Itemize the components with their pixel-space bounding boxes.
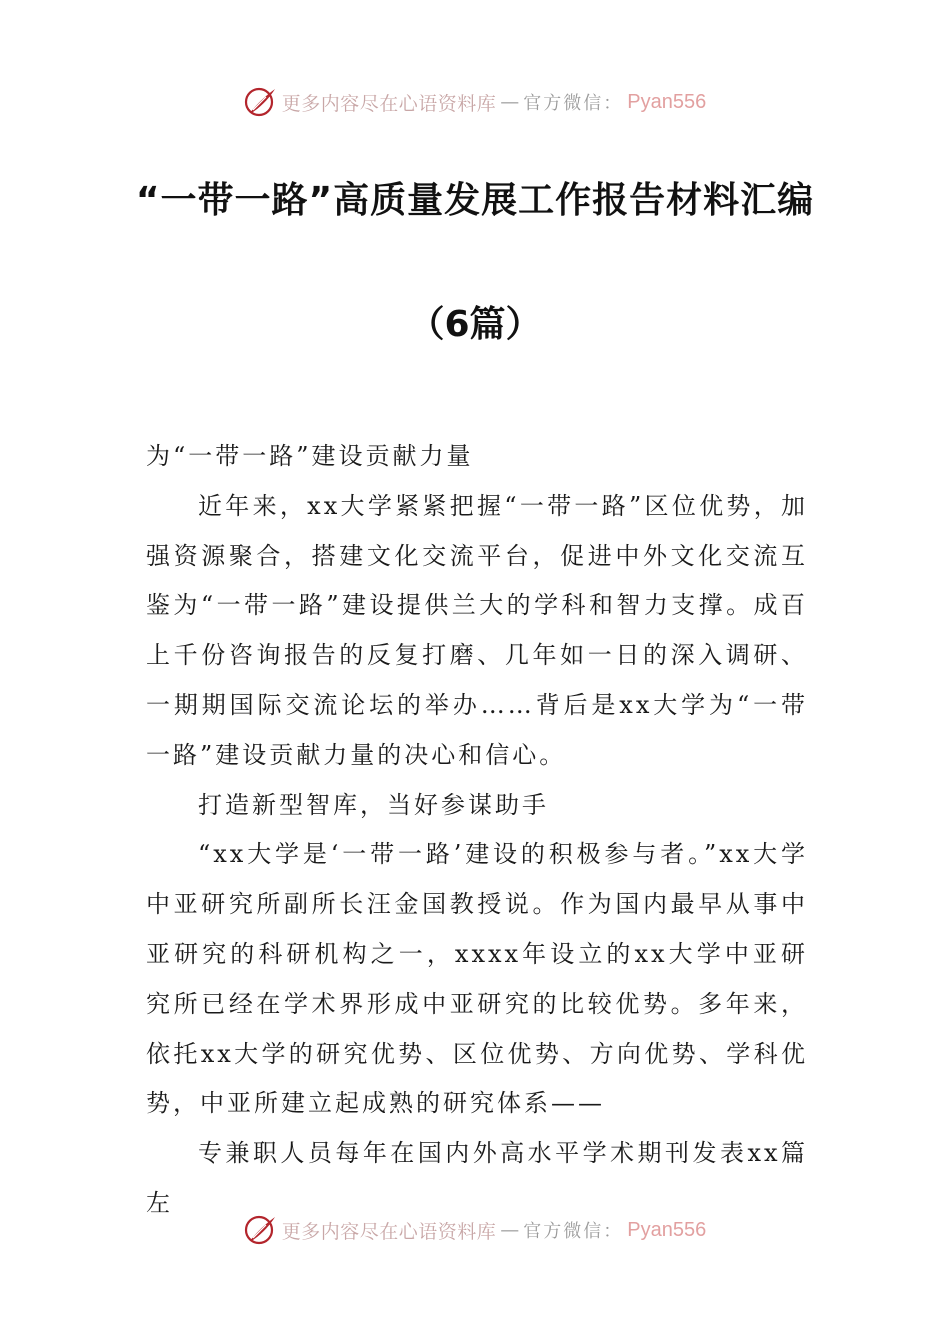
body-paragraph: “xx大学是‘一带一路’建设的积极参与者。”xx大学中亚研究所副所长汪金国教授说。作为国内最早从事中亚研究的科研机构之一，xxxx年设立的xx大学中亚研究所已经在学术界形成中亚研究的比较优势。多年来，依托xx大学的研究优势、区位优势、方向优势、学科优势，中亚所建立起成熟的研究体系—— bbox=[146, 840, 808, 1118]
quill-pen-logo-icon bbox=[244, 1213, 278, 1247]
watermark-wechat-id: Pyan556 bbox=[627, 90, 707, 113]
quill-pen-logo-icon bbox=[244, 85, 278, 119]
document-title: “一带一路”高质量发展工作报告材料汇编 bbox=[135, 180, 815, 221]
document-subtitle-count: （6篇） bbox=[408, 304, 542, 345]
watermark-wechat-label: 官方微信： bbox=[523, 93, 624, 114]
watermark-wechat-id: Pyan556 bbox=[627, 1218, 707, 1241]
watermark-separator: — bbox=[500, 1219, 520, 1241]
document-body bbox=[146, 432, 808, 1229]
body-paragraph: 专兼职人员每年在国内外高水平学术期刊发表xx篇左 bbox=[146, 1139, 808, 1217]
watermark-footer bbox=[0, 1212, 950, 1248]
watermark-text: 更多内容尽在心语资料库 bbox=[281, 92, 497, 115]
body-paragraph: 近年来，xx大学紧紧把握“一带一路”区位优势，加强资源聚合，搭建文化交流平台，促进中外文化交流互鉴为“一带一路”建设提供兰大的学科和智力支撑。成百上千份咨询报告的反复打磨、几年如一日的深入调研、一期期国际交流论坛的举办……背后是xx大学为“一带一路”建设贡献力量的决心和信心。 bbox=[146, 491, 808, 769]
watermark-separator: — bbox=[500, 91, 520, 113]
watermark-wechat-label: 官方微信： bbox=[523, 1221, 624, 1242]
watermark-header bbox=[0, 84, 950, 120]
watermark-text: 更多内容尽在心语资料库 bbox=[281, 1220, 497, 1243]
subsection-heading: 打造新型智库，当好参谋助手 bbox=[198, 790, 549, 819]
section-heading: 为“一带一路”建设贡献力量 bbox=[146, 442, 474, 470]
